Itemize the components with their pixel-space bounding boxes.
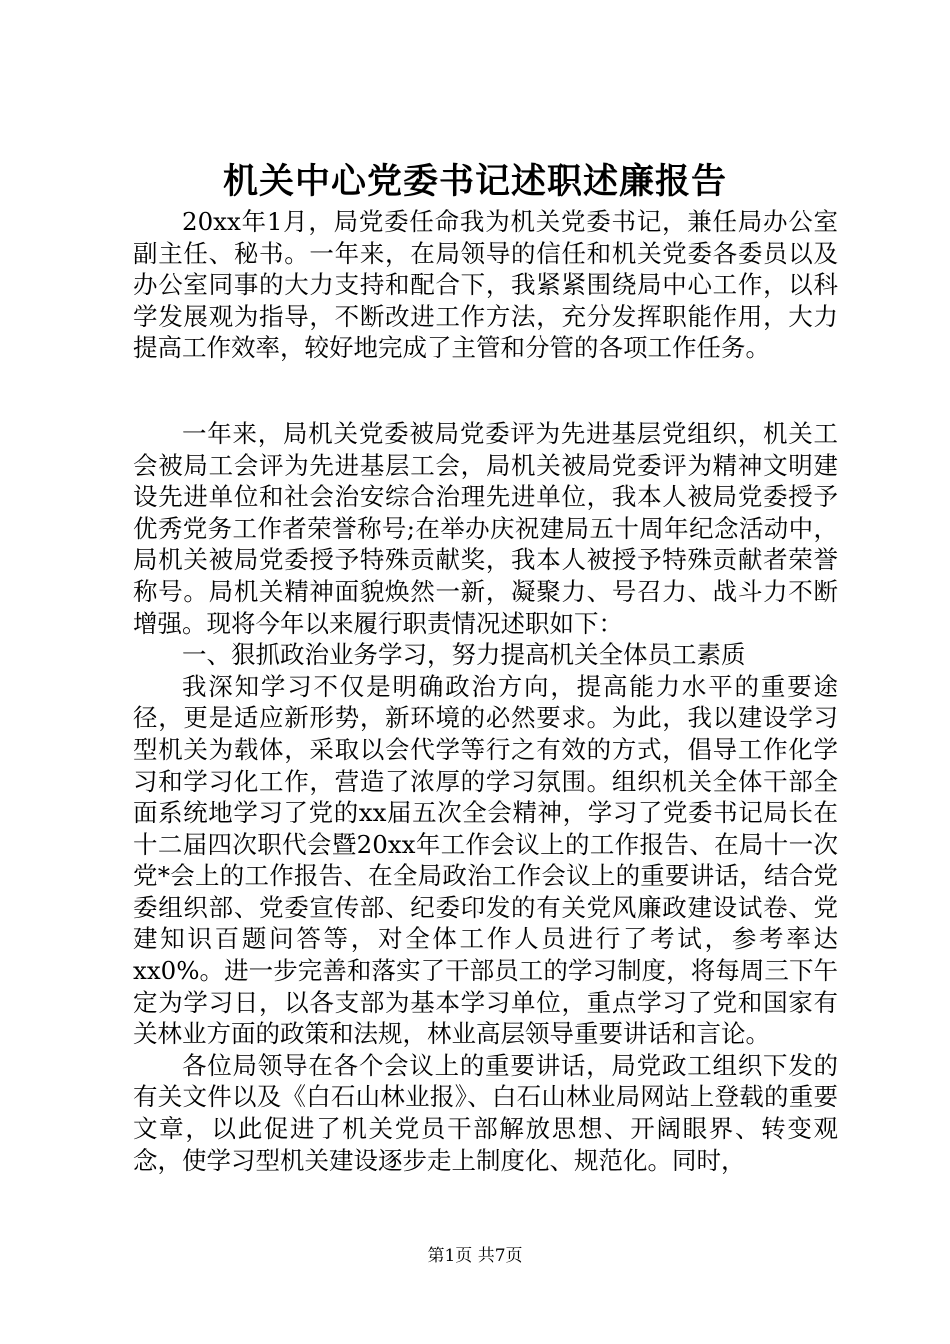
page-footer: 第1页 共7页 [427, 1246, 523, 1266]
paragraph-speeches: 各位局领导在各个会议上的重要讲话，局党政工组织下发的有关文件以及《白石山林业报》、白石山林业局网站上登载的重要文章，以此促进了机关党员干部解放思想、开阔眼界、转变观念，使学习型机关建设逐步走上制度化、规范化。同时， [133, 1050, 838, 1175]
paragraph-intro: 20xx年1月，局党委任命我为机关党委书记，兼任局办公室副主任、秘书。一年来，在局领导的信任和机关党委各委员以及办公室同事的大力支持和配合下，我紧紧围绕局中心工作，以科学发展观为指导，不断改进工作方法，充分发挥职能作用，大力提高工作效率，较好地完成了主管和分管的各项工作任务。 [133, 207, 838, 363]
paragraph-achievements: 一年来，局机关党委被局党委评为先进基层党组织，机关工会被局工会评为先进基层工会，局机关被局党委评为精神文明建设先进单位和社会治安综合治理先进单位，我本人被局党委授予优秀党务工作者荣誉称号;在举办庆祝建局五十周年纪念活动中，局机关被局党委授予特殊贡献奖，我本人被授予特殊贡献者荣誉称号。局机关精神面貌焕然一新，凝聚力、号召力、战斗力不断增强。现将今年以来履行职责情况述职如下： [133, 418, 838, 638]
section-heading-study: 一、狠抓政治业务学习，努力提高机关全体员工素质 [182, 640, 746, 670]
document-title: 机关中心党委书记述职述廉报告 [222, 161, 727, 202]
paragraph-study: 我深知学习不仅是明确政治方向，提高能力水平的重要途径，更是适应新形势，新环境的必然要求。为此，我以建设学习型机关为载体，采取以会代学等行之有效的方式，倡导工作化学习和学习化工作，营造了浓厚的学习氛围。组织机关全体干部全面系统地学习了党的xx届五次全会精神，学习了党委书记局长在十二届四次职代会暨20xx年工作会议上的工作报告、在局十一次党*会上的工作报告、在全局政治工作会议上的重要讲话，结合党委组织部、党委宣传部、纪委印发的有关党风廉政建设试卷、党建知识百题问答等，对全体工作人员进行了考试，参考率达xx0%。进一步完善和落实了干部员工的学习制度，将每周三下午定为学习日，以各支部为基本学习单位，重点学习了党和国家有关林业方面的政策和法规，林业高层领导重要讲话和言论。 [133, 671, 838, 1049]
document-body [133, 206, 838, 1176]
